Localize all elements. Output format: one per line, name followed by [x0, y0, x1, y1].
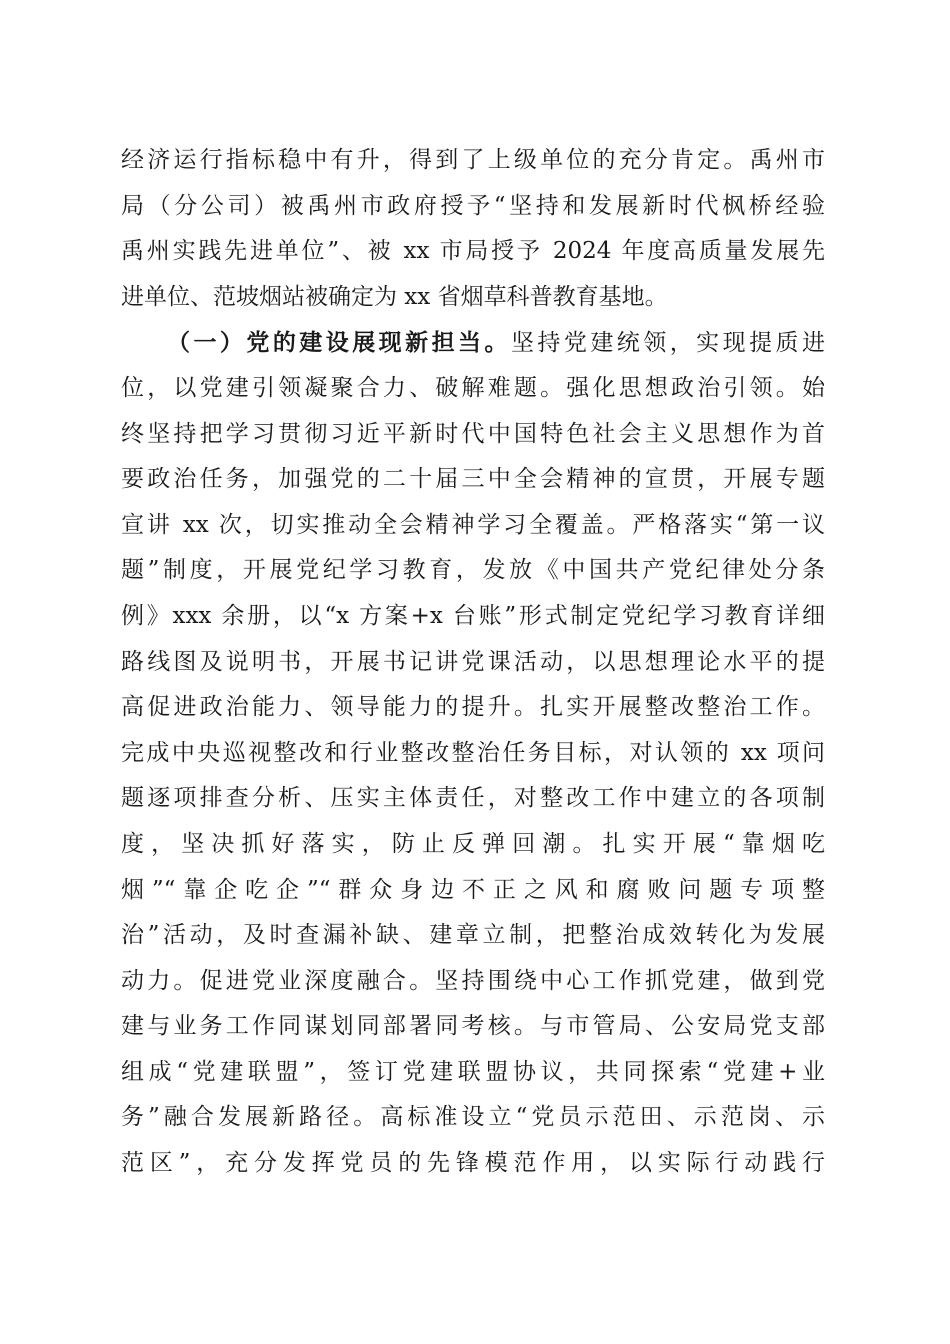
text-line: 建与业务工作同谋划同部署同考核。与市管局、公安局党支部: [121, 1013, 825, 1040]
text-line: 宣讲 xx 次，切实推动全会精神学习全覆盖。严格落实“第一议: [121, 511, 825, 538]
text-line: 进单位、范坡烟站被确定为 xx 省烟草科普教育基地。: [121, 283, 668, 310]
section-heading-line: [121, 320, 825, 366]
text-line: 动力。促进党业深度融合。坚持围绕中心工作抓党建，做到党: [121, 967, 825, 994]
text-line: 要政治任务，加强党的二十届三中全会精神的宣贯，开展专题: [121, 466, 825, 493]
text-line: 例》xxx 余册，以“x 方案+x 台账”形式制定党纪学习教育详细: [121, 602, 825, 629]
text-line: 组成“党建联盟”，签订党建联盟协议，共同探索“党建+业: [121, 1058, 825, 1085]
body-text: [121, 138, 825, 1187]
text-line: 治”活动，及时查漏补缺、建章立制，把整治成效转化为发展: [121, 922, 825, 949]
text-line: 终坚持把学习贯彻习近平新时代中国特色社会主义思想作为首: [121, 420, 825, 447]
text-line: 完成中央巡视整改和行业整改整治任务目标，对认领的 xx 项问: [121, 739, 825, 766]
text-line: 度，坚决抓好落实，防止反弹回潮。扎实开展“靠烟吃: [121, 830, 825, 857]
text-line: 高促进政治能力、领导能力的提升。扎实开展整改整治工作。: [121, 694, 825, 721]
text-line: 局（分公司）被禹州市政府授予“坚持和发展新时代枫桥经验: [121, 192, 825, 219]
text-line: 经济运行指标稳中有升，得到了上级单位的充分肯定。禹州市: [121, 147, 825, 173]
text-line: 范区”，充分发挥党员的先锋模范作用，以实际行动践行: [121, 1150, 825, 1177]
text-line: 题”制度，开展党纪学习教育，发放《中国共产党纪律处分条: [121, 557, 825, 584]
text-line: 务”融合发展新路径。高标准设立“党员示范田、示范岗、示: [121, 1104, 825, 1131]
text-line: 位，以党建引领凝聚合力、破解难题。强化思想政治引领。始: [121, 374, 825, 401]
section-heading: （一）党的建设展现新担当。: [167, 329, 511, 357]
text-line: 题逐项排查分析、压实主体责任，对整改工作中建立的各项制: [121, 785, 825, 812]
text-run: 坚持党建统领，实现提质进: [510, 330, 826, 357]
text-line: 烟”“靠企吃企”“群众身边不正之风和腐败问题专项整: [121, 876, 825, 903]
text-line: 禹州实践先进单位”、被 xx 市局授予 2024 年度高质量发展先: [121, 238, 825, 265]
text-line: 路线图及说明书，开展书记讲党课活动，以思想理论水平的提: [121, 648, 825, 675]
